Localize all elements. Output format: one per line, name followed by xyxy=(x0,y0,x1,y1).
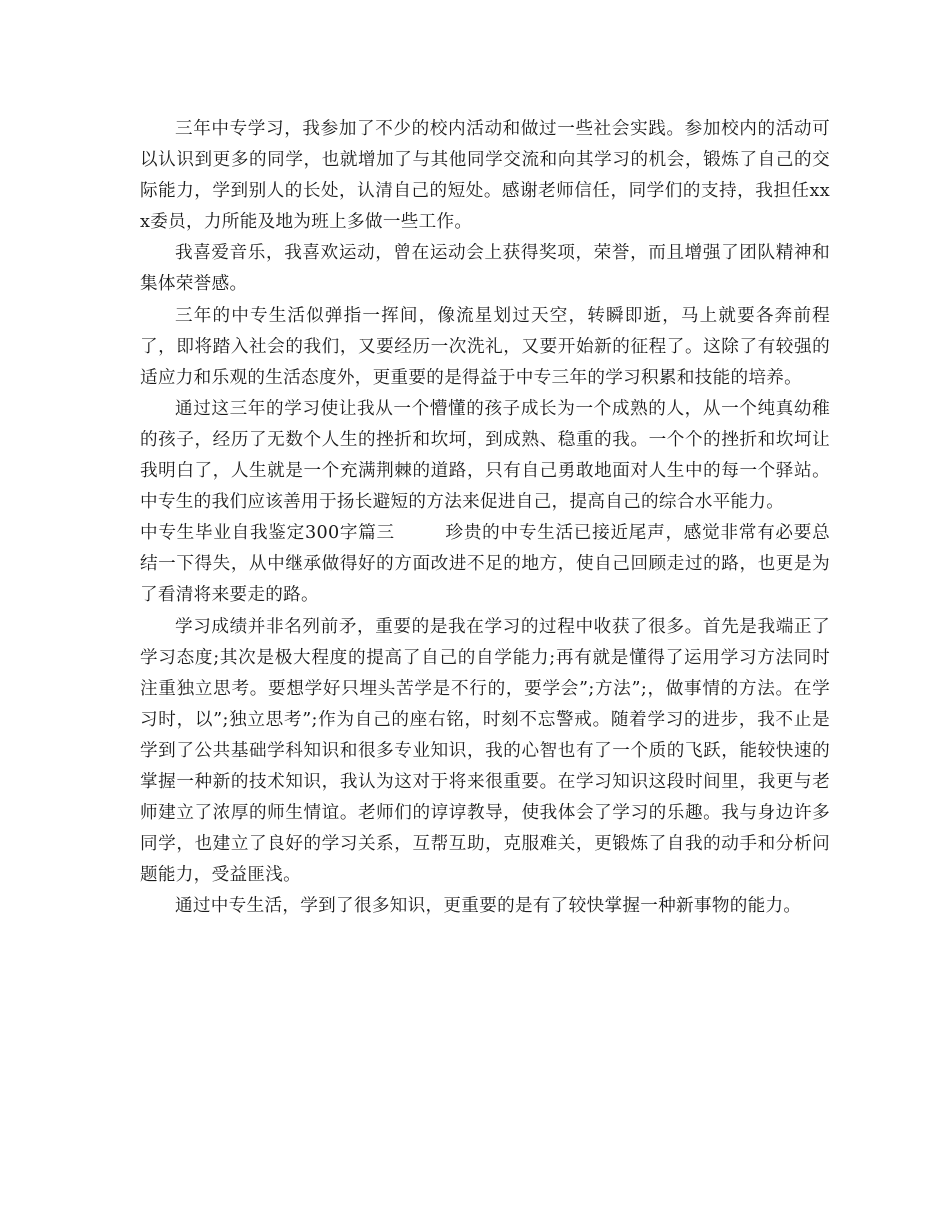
heading-gap xyxy=(395,523,446,543)
section-heading: 中专生毕业自我鉴定300字篇三 xyxy=(140,523,395,544)
document-body xyxy=(140,114,830,922)
section-three xyxy=(140,518,830,611)
paragraph-conclusion: 通过中专生活，学到了很多知识，更重要的是有了较快掌握一种新事物的能力。 xyxy=(175,896,802,917)
paragraph-activities: 三年中专学习，我参加了不少的校内活动和做过一些社会实践。参加校内的活动可以认识到更多的同学，也就增加了与其他同学交流和向其学习的机会，锻炼了自己的交际能力，学到别人的长处，认清自己的短处。感谢老师信任，同学们的支持，我担任xxx委员，力所能及地为班上多做一些工作。 xyxy=(140,119,830,233)
paragraph-graduation: 三年的中专生活似弹指一挥间，像流星划过天空，转瞬即逝，马上就要各奔前程了，即将踏入社会的我们，又要经历一次洗礼，又要开始新的征程了。这除了有较强的适应力和乐观的生活态度外，更重要的是得益于中专三年的学习积累和技能的培养。 xyxy=(140,305,830,388)
section-intro: 珍贵的中专生活已接近尾声，感觉非常有必要总结一下得失，从中继承做得好的方面改进不足的地方，使自己回顾走过的路，也更是为了看清将来要走的路。 xyxy=(140,523,830,606)
paragraph-hobbies: 我喜爱音乐，我喜欢运动，曾在运动会上获得奖项，荣誉，而且增强了团队精神和集体荣誉感。 xyxy=(140,243,830,295)
paragraph-study: 学习成绩并非名列前矛，重要的是我在学习的过程中收获了很多。首先是我端正了学习态度;其次是极大程度的提高了自己的自学能力;再有就是懂得了运用学习方法同时注重独立思考。要想学好只埋头苦学是不行的，要学会”;方法”;，做事情的方法。在学习时，以”;独立思考”;作为自己的座右铭，时刻不忘警戒。随着学习的进步，我不止是学到了公共基础学科知识和很多专业知识，我的心智也有了一个质的飞跃，能较快速的掌握一种新的技术知识，我认为这对于将来很重要。在学习知识这段时间里，我更与老师建立了浓厚的师生情谊。老师们的谆谆教导，使我体会了学习的乐趣。我与身边许多同学，也建立了良好的学习关系，互帮互助，克服难关，更锻炼了自我的动手和分析问题能力，受益匪浅。 xyxy=(140,616,830,886)
paragraph-growth: 通过这三年的学习使让我从一个懵懂的孩子成长为一个成熟的人，从一个纯真幼稚的孩子，经历了无数个人生的挫折和坎坷，到成熟、稳重的我。一个个的挫折和坎坷让我明白了，人生就是一个充满荆棘的道路，只有自己勇敢地面对人生中的每一个驿站。中专生的我们应该善用于扬长避短的方法来促进自己，提高自己的综合水平能力。 xyxy=(140,398,830,513)
